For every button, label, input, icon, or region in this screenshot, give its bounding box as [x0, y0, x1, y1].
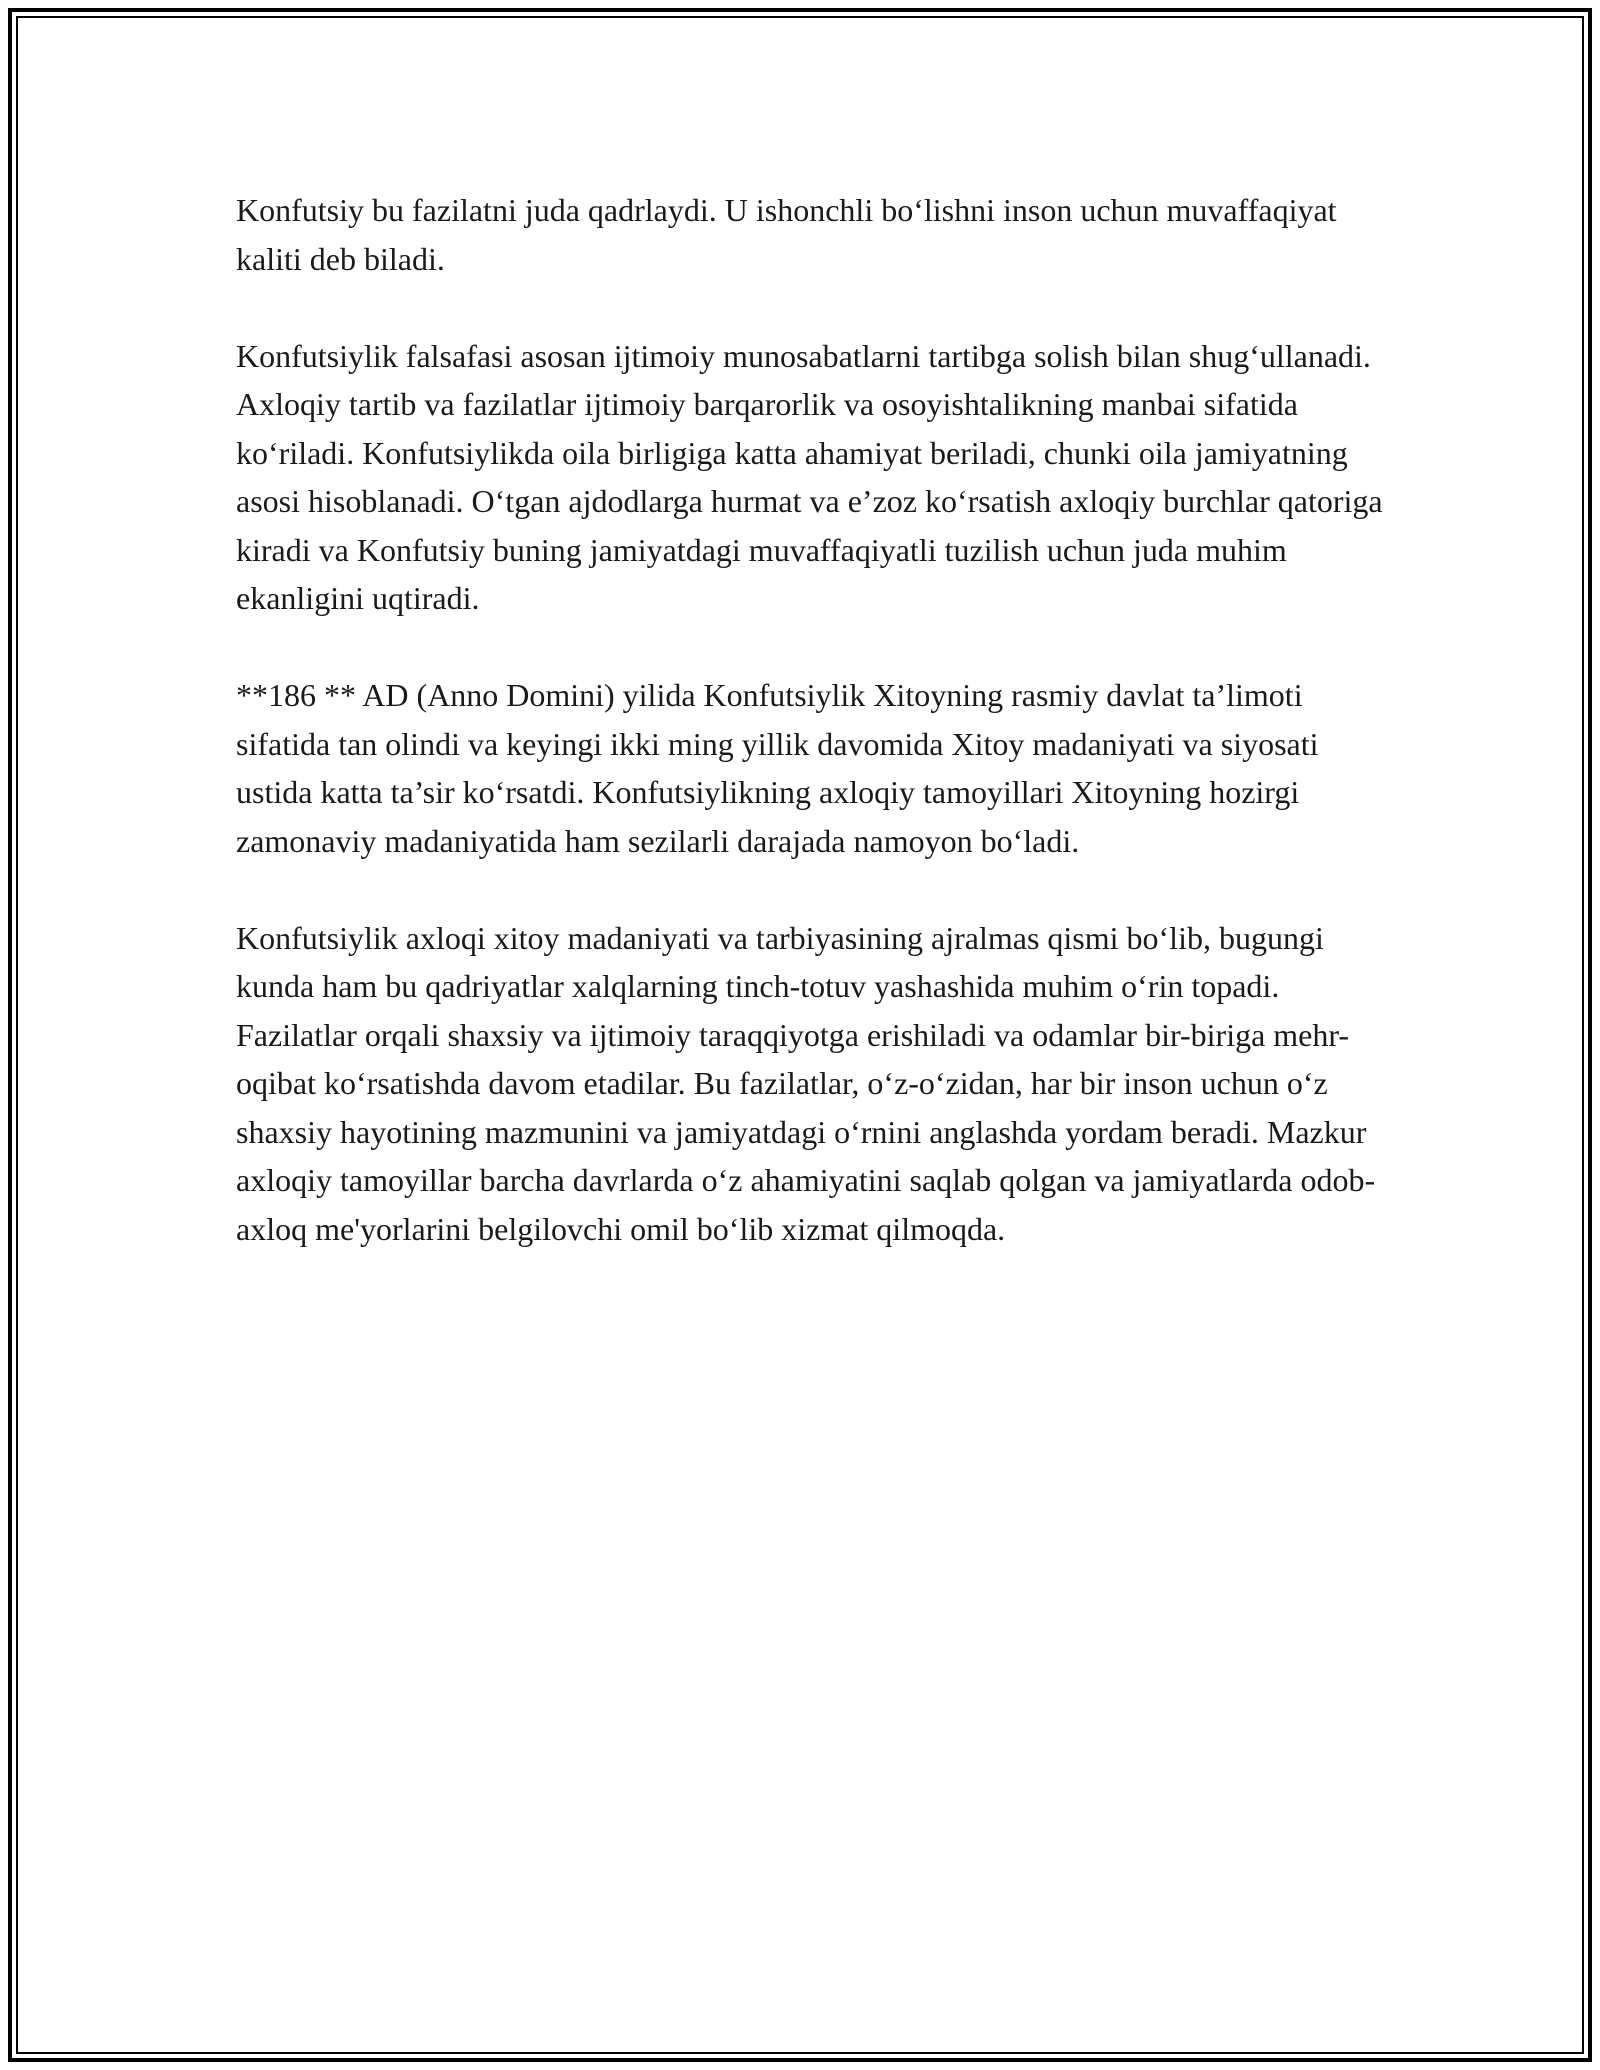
paragraph-4: Konfutsiylik axloqi xitoy madaniyati va tarbiyasining ajralmas qismi bo‘lib, bugungi kunda ham bu qadriyatlar xalqlarning tinch-totuv yashashida muhim o‘rin topadi. Fazilatlar orqali shaxsiy va ijtimoiy taraqqiyotga erishiladi va odamlar bir-biriga mehr-oqibat ko‘rsatishda davom etadilar. Bu fazilatlar, o‘z-o‘zidan, har bir inson uchun o‘z shaxsiy hayotining mazmunini va jamiyatdagi o‘rnini anglashda yordam beradi. Mazkur axloqiy tamoyillar barcha davrlarda o‘z ahamiyatini saqlab qolgan va jamiyatlarda odob-axloq me'yorlarini belgilovchi omil bo‘lib xizmat qilmoqda. — [236, 919, 1376, 1247]
paragraph-3: **186 ** AD (Anno Domini) yilida Konfutsiylik Xitoyning rasmiy davlat ta’limoti sifatida tan olindi va keyingi ikki ming yillik davomida Xitoy madaniyati va siyosati ustida katta ta’sir ko‘rsatdi. Konfutsiylikning axloqiy tamoyillari Xitoyning hozirgi zamonaviy madaniyatida ham sezilarli darajada namoyon bo‘ladi. — [236, 677, 1319, 859]
document-body — [236, 186, 1396, 1302]
paragraph-2: Konfutsiylik falsafasi asosan ijtimoiy munosabatlarni tartibga solish bilan shug‘ullanadi. Axloqiy tartib va fazilatlar ijtimoiy barqarorlik va osoyishtalikning manbai sifatida ko‘riladi. Konfutsiylikda oila birligiga katta ahamiyat beriladi, chunki oila jamiyatning asosi hisoblanadi. O‘tgan ajdodlarga hurmat va e’zoz ko‘rsatish axloqiy burchlar qatoriga kiradi va Konfutsiy buning jamiyatdagi muvaffaqiyatli tuzilish uchun juda muhim ekanligini uqtiradi. — [236, 337, 1383, 616]
paragraph-1: Konfutsiy bu fazilatni juda qadrlaydi. U ishonchli bo‘lishni inson uchun muvaffaqiyat kaliti deb biladi. — [236, 192, 1337, 277]
